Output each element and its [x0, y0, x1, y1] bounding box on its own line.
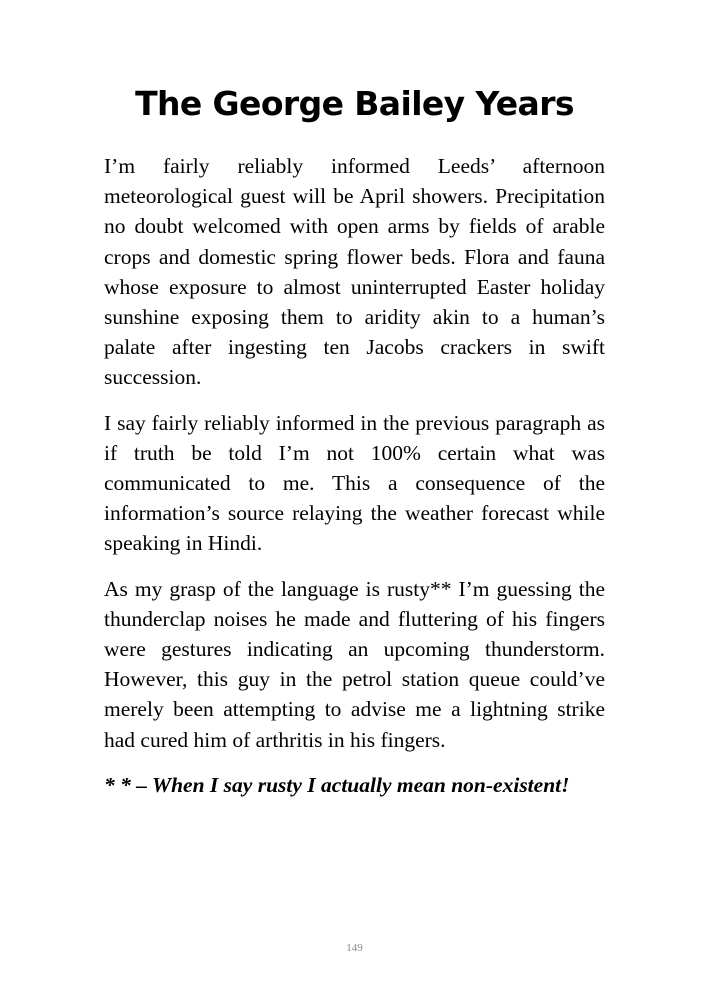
page-number: 149	[346, 942, 363, 954]
paragraph-3: As my grasp of the language is rusty** I’m guessing the thunderclap noises he made and fluttering of his fingers were gestures indicating an upcoming thunderstorm. However, this guy in the petrol station queue could’ve merely been attempting to advise me a lightning strike had cured him of arthritis in his fingers.	[104, 576, 605, 752]
chapter-title: The George Bailey Years	[135, 84, 574, 123]
paragraph-1: I’m fairly reliably informed Leeds’ afternoon meteorological guest will be April showers. Precipitation no doubt welcomed with open arms by fields of arable crops and domestic spring flower beds. Flora and fauna whose exposure to almost uninterrupted Easter holiday sunshine exposing them to aridity akin to a human’s palate after ingesting ten Jacobs crackers in swift succession.	[104, 154, 605, 390]
footnote: * * – When I say rusty I actually mean non-existent!	[104, 772, 570, 797]
paragraph-2: I say fairly reliably informed in the previous paragraph as if truth be told I’m not 100% certain what was communicated to me. This a consequence of the information’s source relaying the weather forecast while speaking in Hindi.	[104, 410, 605, 556]
chapter-body	[104, 151, 605, 815]
